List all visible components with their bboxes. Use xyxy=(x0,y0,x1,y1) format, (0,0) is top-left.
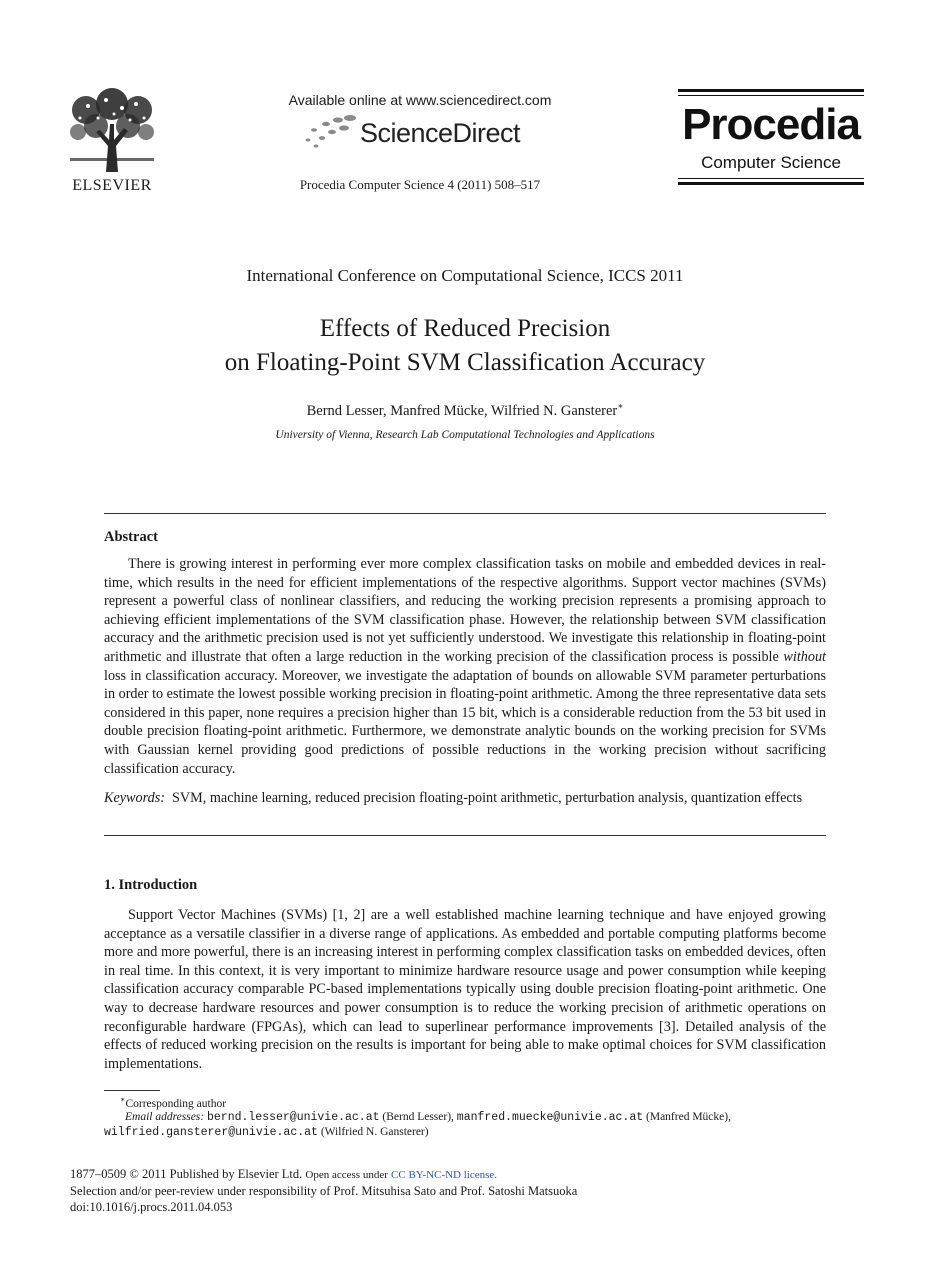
abstract-bottom-rule xyxy=(104,835,826,836)
peer-review-line: Selection and/or peer-review under responsibility of Prof. Mitsuhisa Sato and Prof. Satoshi Matsuoka xyxy=(70,1184,578,1198)
email-link-muecke[interactable]: manfred.muecke@univie.ac.at xyxy=(456,1111,644,1124)
procedia-top-rule-thin xyxy=(678,95,864,96)
paper-title-line-1: Effects of Reduced Precision xyxy=(319,315,611,342)
email-owner-lesser: (Bernd Lesser), xyxy=(382,1111,454,1123)
available-online-text: Available online at www.sciencedirect.com xyxy=(288,92,552,108)
journal-citation: Procedia Computer Science 4 (2011) 508–517 xyxy=(299,177,541,192)
doi-line: doi:10.1016/j.procs.2011.04.053 xyxy=(70,1200,233,1214)
conference-name: International Conference on Computational Science, ICCS 2011 xyxy=(246,266,684,285)
sciencedirect-dots-icon xyxy=(300,112,360,154)
author-names: Bernd Lesser, Manfred Mücke, Wilfried N. Gansterer xyxy=(306,402,618,419)
procedia-bottom-rule-thick xyxy=(678,182,864,185)
email-owner-muecke: (Manfred Mücke), xyxy=(646,1111,731,1123)
procedia-title: Procedia xyxy=(682,100,860,149)
email-link-lesser[interactable]: bernd.lesser@univie.ac.at xyxy=(206,1111,380,1124)
keywords xyxy=(104,789,826,808)
email-owner-gansterer: (Wilfried N. Gansterer) xyxy=(320,1126,429,1138)
paper-title-line-2: on Floating-Point SVM Classification Accuracy xyxy=(224,349,706,376)
abstract-text-part-1: There is growing interest in performing ever more complex classification tasks on mobile and embedded devices in real-time, which results in the need for efficient implementations of the respective algorithms. Support vector machines (SVMs) represent a powerful class of nonlinear classifiers, and reducing the working precision represents a promising approach to achieving efficient implementations of the SVM classification phase. However, the relationship between SVM classification accuracy and the arithmetic precision used is not yet sufficiently understood. We investigate this relationship in floating-point arithmetic and illustrate that often a large reduction in the working precision of the classification process is possible xyxy=(104,556,826,665)
elsevier-logo xyxy=(66,88,158,192)
sciencedirect-wordmark: ScienceDirect xyxy=(360,118,521,148)
paper-title xyxy=(104,312,826,380)
copyright-text: 1877–0509 © 2011 Published by Elsevier Ltd. xyxy=(70,1167,303,1181)
abstract-body xyxy=(104,555,826,778)
procedia-logo xyxy=(678,89,864,191)
affiliation: University of Vienna, Research Lab Computational Technologies and Applications xyxy=(275,429,655,441)
keywords-list: SVM, machine learning, reduced precision floating-point arithmetic, perturbation analysis, quantization effects xyxy=(172,790,803,806)
footnote-emails xyxy=(104,1110,844,1140)
elsevier-wordmark: ELSEVIER xyxy=(72,177,152,194)
elsevier-tree-icon xyxy=(66,88,158,172)
keywords-label: Keywords: xyxy=(104,790,165,806)
footnote-corresponding-text: Corresponding author xyxy=(125,1097,227,1110)
footnote-rule xyxy=(104,1090,160,1091)
author-list xyxy=(104,401,826,420)
sciencedirect-logo xyxy=(300,112,540,154)
email-link-gansterer[interactable]: wilfried.gansterer@univie.ac.at xyxy=(104,1126,318,1139)
footnote-corresponding xyxy=(120,1095,226,1110)
copyright-line xyxy=(70,1167,497,1182)
procedia-bottom-rule-thin xyxy=(678,178,864,179)
email-addresses-label: Email addresses: xyxy=(125,1111,205,1123)
abstract-text-part-2: loss in classification accuracy. Moreover, we investigate the adaptation of bounds on allowable SVM parameter perturbations in order to estimate the lowest possible working precision in floating-point arithmetic. Among the three representative data sets considered in this paper, none requires a precision higher than 15 bit, which is a considerable reduction from the 53 bit used in double precision floating-point arithmetic. Furthermore, we demonstrate analytic bounds on the working precision for SVMs with Gaussian kernel providing good predictions of possible reductions in the working precision without sacrificing classification accuracy. xyxy=(104,667,826,777)
procedia-top-rule-thick xyxy=(678,89,864,92)
footnote-mark: ∗ xyxy=(120,1095,126,1104)
corresponding-author-mark: ∗ xyxy=(617,401,624,411)
abstract-heading: Abstract xyxy=(104,529,158,545)
section-heading-introduction: 1. Introduction xyxy=(104,877,198,893)
procedia-subtitle: Computer Science xyxy=(701,153,841,172)
introduction-paragraph: Support Vector Machines (SVMs) [1, 2] are a well established machine learning technique and have enjoyed growing acceptance as a versatile classifier in a diverse range of applications. As embedded and portable computing platforms become more and more powerful, there is an increasing interest in performing complex classification tasks on embedded devices, often in real time. In this context, it is very important to minimize hardware resource usage and power consumption while keeping classification accuracy comparable PC-based implementations typically using double precision floating-point arithmetic. One way to decrease hardware resources and power consumption is to reduce the working precision of arithmetic operations on reconfigurable hardware (FPGAs), which can lead to superlinear performance improvements [3]. Detailed analysis of the effects of reduced working precision on the results is important for being able to make optimal choices for SVM classification implementations. xyxy=(104,907,826,1072)
license-link[interactable]: CC BY-NC-ND license. xyxy=(391,1169,498,1181)
abstract-emphasis: without xyxy=(783,648,826,665)
abstract-top-rule xyxy=(104,513,826,514)
open-access-text: Open access under xyxy=(305,1169,388,1181)
